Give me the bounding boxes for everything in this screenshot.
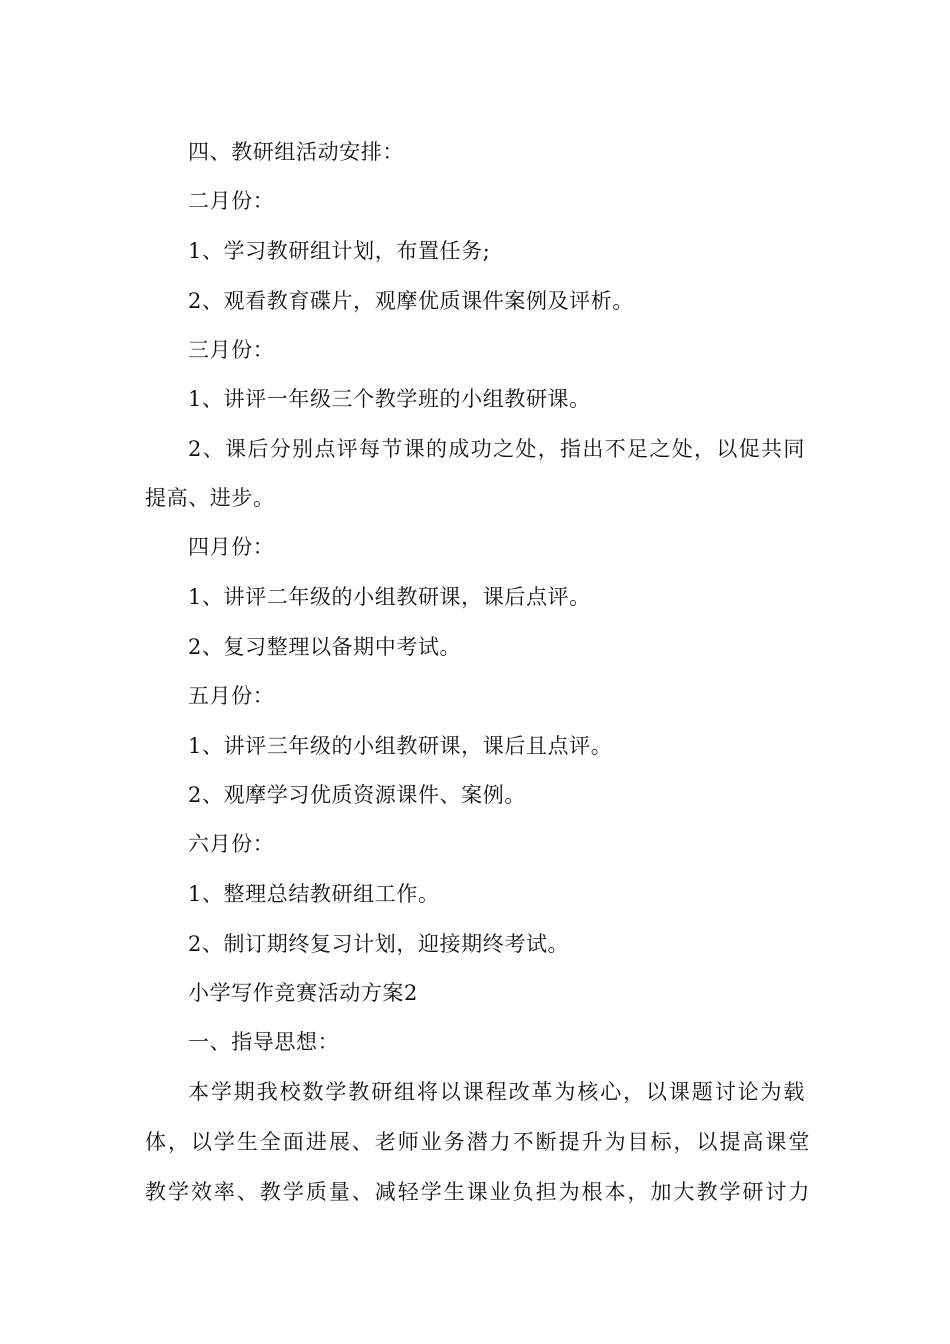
paragraph-line: 本学期我校数学教研组将以课程改革为核心，以课题讨论为载: [188, 1080, 805, 1104]
section-heading-activities: 四、教研组活动安排：: [188, 140, 404, 164]
paragraph-line: 1、讲评二年级的小组教研课，课后点评。: [188, 585, 591, 609]
paragraph-line: 教学效率、教学质量、减轻学生课业负担为根本，加大教学研讨力: [145, 1180, 810, 1204]
paragraph-line: 2、观摩学习优质资源课件、案例。: [188, 783, 526, 807]
paragraph-line: 1、整理总结教研组工作。: [188, 882, 440, 906]
paragraph-line: 2、复习整理以备期中考试。: [188, 635, 462, 659]
month-heading-february: 二月份：: [188, 189, 275, 213]
paragraph-line: 体，以学生全面进展、老师业务潜力不断提升为目标，以提高课堂: [145, 1130, 810, 1154]
paragraph-line: 1、讲评三年级的小组教研课，课后且点评。: [188, 734, 613, 758]
section-heading-guiding-ideology: 一、指导思想：: [188, 1030, 340, 1054]
paragraph-line: 2、课后分别点评每节课的成功之处，指出不足之处，以促共同: [188, 437, 805, 461]
month-heading-may: 五月份：: [188, 684, 275, 708]
paragraph-line: 2、观看教育碟片，观摩优质课件案例及评析。: [188, 289, 634, 313]
paragraph-line: 提高、进步。: [145, 486, 275, 510]
month-heading-april: 四月份：: [188, 535, 275, 559]
paragraph-line: 2、制订期终复习计划，迎接期终考试。: [188, 932, 570, 956]
paragraph-line: 1、讲评一年级三个教学班的小组教研课。: [188, 387, 591, 411]
paragraph-line: 1、学习教研组计划，布置任务;: [188, 239, 491, 263]
month-heading-march: 三月份：: [188, 338, 275, 362]
month-heading-june: 六月份：: [188, 832, 275, 856]
document-title: 小学写作竞赛活动方案2: [188, 981, 418, 1005]
